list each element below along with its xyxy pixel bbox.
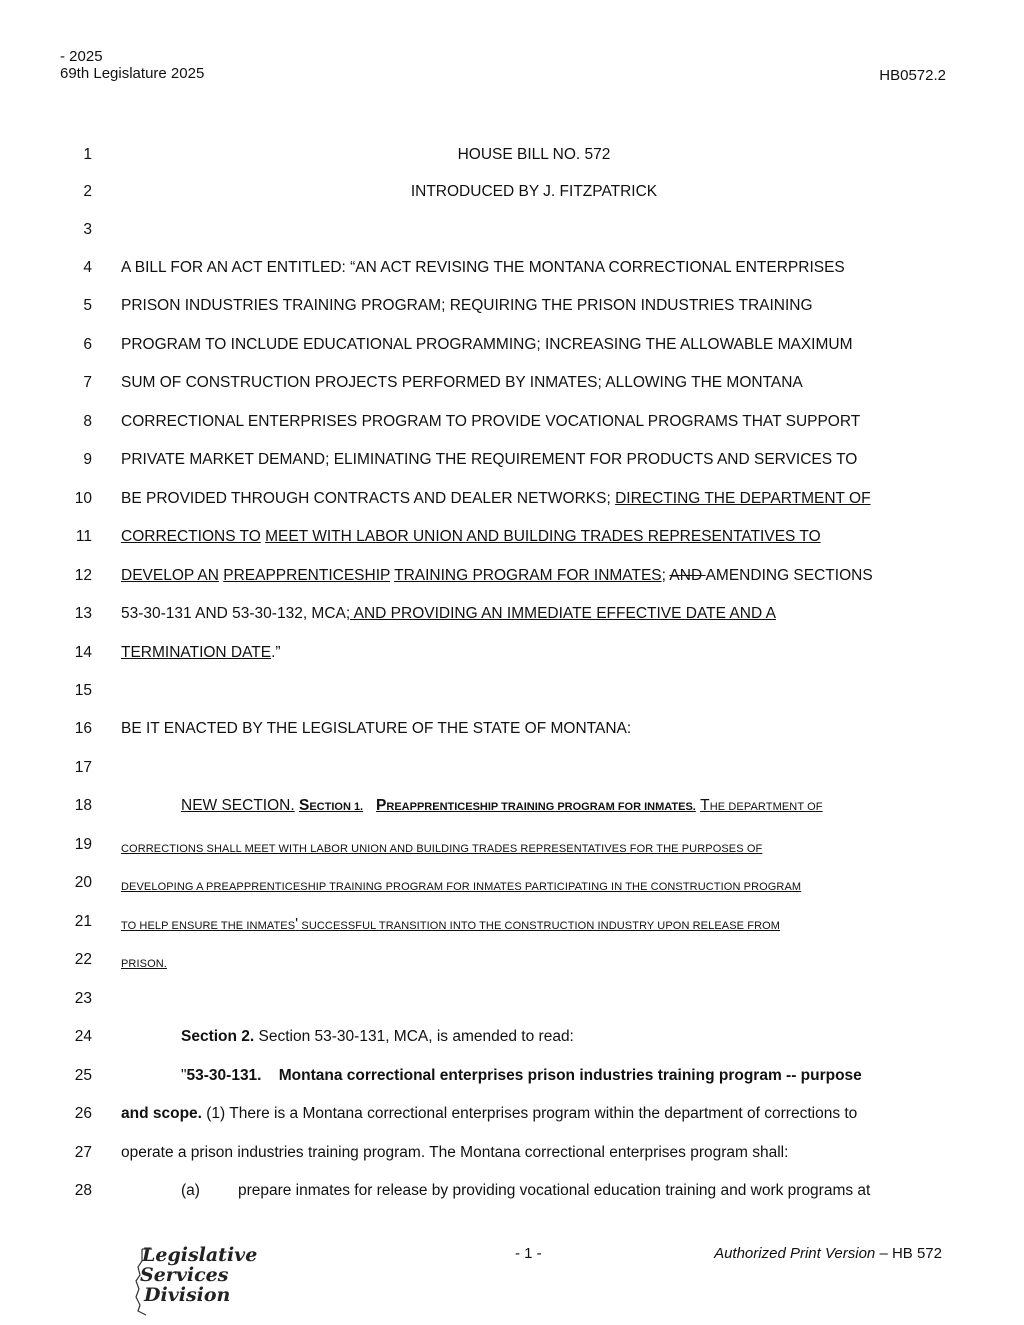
inserted-text: DIRECTING THE DEPARTMENT OF bbox=[615, 490, 871, 507]
lsd-logo bbox=[130, 1244, 258, 1315]
section-body bbox=[700, 797, 823, 814]
inserted-text: PRISON. bbox=[121, 958, 167, 970]
logo-line: Services bbox=[140, 1264, 229, 1286]
act-line: PROGRAM TO INCLUDE EDUCATIONAL PROGRAMMING; INCREASING THE ALLOWABLE MAXIMUM bbox=[121, 336, 853, 353]
inserted-text: TERMINATION DATE bbox=[121, 644, 272, 661]
apostrophe: ' bbox=[295, 916, 299, 933]
section-body-rest: HE DEPARTMENT OF bbox=[709, 801, 823, 813]
inserted-text: ; AND PROVIDING AN IMMEDIATE EFFECTIVE DATE AND A bbox=[345, 605, 776, 622]
section-number bbox=[299, 797, 363, 814]
logo-line: Division bbox=[144, 1284, 231, 1306]
line-number: 19 bbox=[74, 836, 92, 853]
line-number: 9 bbox=[83, 451, 92, 468]
statute-title: Montana correctional enterprises prison industries training program -- purpose bbox=[278, 1067, 862, 1084]
line-number: 3 bbox=[83, 221, 92, 238]
authorized-print-version bbox=[714, 1245, 942, 1262]
subsection-text: prepare inmates for release by providing vocational education training and work programs at bbox=[237, 1182, 871, 1199]
act-line: CORRECTIONAL ENTERPRISES PROGRAM TO PROVIDE VOCATIONAL PROGRAMS THAT SUPPORT bbox=[121, 413, 861, 430]
section-body-initial: T bbox=[700, 797, 710, 814]
act-line: A BILL FOR AN ACT ENTITLED: “AN ACT REVISING THE MONTANA CORRECTIONAL ENTERPRISES bbox=[121, 259, 845, 276]
section2-heading bbox=[181, 1067, 862, 1085]
line-number: 1 bbox=[83, 146, 92, 163]
bill-title: HOUSE BILL NO. 572 bbox=[457, 146, 611, 163]
inserted-text: MEET WITH LABOR UNION AND BUILDING TRADES REPRESENTATIVES TO bbox=[265, 528, 821, 545]
bill-reference: – HB 572 bbox=[875, 1245, 942, 1262]
line-number: 11 bbox=[75, 528, 92, 545]
section-number-rest: ECTION 1. bbox=[309, 801, 364, 813]
act-line bbox=[121, 605, 776, 623]
section-title-initial: P bbox=[376, 797, 387, 814]
montana-outline-icon bbox=[130, 1244, 258, 1317]
quote-mark: " bbox=[181, 1067, 187, 1084]
section-intro-text: Section 53-30-131, MCA, is amended to read: bbox=[254, 1028, 574, 1045]
section2-line: operate a prison industries training program. The Montana correctional enterprises program shall: bbox=[121, 1144, 789, 1161]
plain-text: AMENDING SECTIONS bbox=[705, 567, 873, 584]
plain-text: BE PROVIDED THROUGH CONTRACTS AND DEALER NETWORKS; bbox=[121, 490, 616, 507]
statute-title-end: and scope. bbox=[121, 1105, 202, 1122]
section2-line bbox=[181, 1182, 870, 1200]
plain-text: .” bbox=[271, 644, 281, 661]
section-number-initial: S bbox=[298, 797, 310, 814]
line-number: 6 bbox=[83, 336, 92, 353]
line-number: 18 bbox=[74, 797, 92, 814]
line-number: 27 bbox=[74, 1144, 92, 1161]
section-title bbox=[376, 797, 696, 814]
inserted-text: TRAINING PROGRAM FOR INMATES; bbox=[394, 567, 666, 584]
act-line bbox=[121, 567, 873, 585]
act-line bbox=[121, 490, 871, 508]
line-number: 2 bbox=[83, 183, 92, 200]
line-number: 12 bbox=[74, 567, 92, 584]
act-line: PRISON INDUSTRIES TRAINING PROGRAM; REQUIRING THE PRISON INDUSTRIES TRAINING bbox=[121, 297, 813, 314]
statute-text: (1) There is a Montana correctional enterprises program within the department of corrections to bbox=[201, 1105, 858, 1122]
act-line bbox=[121, 644, 281, 662]
line-number: 28 bbox=[74, 1182, 92, 1199]
act-line: SUM OF CONSTRUCTION PROJECTS PERFORMED BY INMATES; ALLOWING THE MONTANA bbox=[121, 374, 803, 391]
line-number: 22 bbox=[74, 951, 92, 968]
section-title-rest: REAPPRENTICESHIP TRAINING PROGRAM FOR INMATES. bbox=[386, 801, 696, 813]
page-number: - 1 - bbox=[515, 1245, 542, 1262]
section1-line bbox=[181, 797, 823, 815]
line-number: 25 bbox=[74, 1067, 92, 1084]
new-section-label: NEW SECTION. bbox=[181, 797, 295, 814]
line-number: 23 bbox=[74, 990, 92, 1007]
line-number: 5 bbox=[83, 297, 92, 314]
header-legislature: 69th Legislature 2025 bbox=[60, 65, 205, 82]
logo-line: Legislative bbox=[142, 1244, 258, 1266]
inserted-text: CORRECTIONS SHALL MEET WITH LABOR UNION AND BUILDING TRADES REPRESENTATIVES FOR THE PURPOSES OF bbox=[121, 843, 763, 855]
line-number: 4 bbox=[83, 259, 92, 276]
section-label: Section 2. bbox=[181, 1028, 255, 1045]
section1-line bbox=[121, 877, 801, 895]
plain-text: 53-30-131 AND 53-30-132, MCA bbox=[121, 605, 346, 622]
inserted-text: CORRECTIONS TO bbox=[121, 528, 261, 545]
statute-number: 53-30-131. bbox=[186, 1067, 262, 1084]
introduced-by: INTRODUCED BY J. FITZPATRICK bbox=[410, 183, 658, 200]
line-number: 24 bbox=[74, 1028, 92, 1045]
inserted-text: PREAPPRENTICESHIP bbox=[223, 567, 391, 584]
enacting-clause: BE IT ENACTED BY THE LEGISLATURE OF THE STATE OF MONTANA: bbox=[121, 720, 632, 737]
section2-intro bbox=[181, 1028, 574, 1046]
line-number: 13 bbox=[74, 605, 92, 622]
line-number: 26 bbox=[74, 1105, 92, 1122]
act-line: PRIVATE MARKET DEMAND; ELIMINATING THE REQUIREMENT FOR PRODUCTS AND SERVICES TO bbox=[121, 451, 858, 468]
bill-id: HB0572.2 bbox=[879, 67, 946, 84]
inserted-text: DEVELOPING A PREAPPRENTICESHIP TRAINING PROGRAM FOR INMATES PARTICIPATING IN THE CONSTRUCTION PROGRAM bbox=[121, 881, 802, 893]
inserted-text: DEVELOP AN bbox=[121, 567, 219, 584]
section2-line bbox=[121, 1105, 857, 1123]
header-left bbox=[60, 48, 204, 82]
line-number: 17 bbox=[74, 759, 92, 776]
line-number: 21 bbox=[74, 913, 92, 930]
line-number: 20 bbox=[74, 874, 92, 891]
inserted-text: SUCCESSFUL TRANSITION INTO THE CONSTRUCTION INDUSTRY UPON RELEASE FROM bbox=[298, 920, 781, 932]
line-number: 7 bbox=[83, 374, 92, 391]
act-line bbox=[121, 528, 821, 546]
section1-line bbox=[121, 954, 167, 972]
stricken-text: AND bbox=[669, 567, 706, 584]
subsection-label: (a) bbox=[181, 1182, 200, 1199]
line-number: 15 bbox=[74, 682, 92, 699]
inserted-text: TO HELP ENSURE THE INMATES bbox=[121, 920, 296, 932]
section1-line bbox=[121, 839, 762, 857]
authorized-label: Authorized Print Version bbox=[714, 1245, 876, 1262]
line-number: 8 bbox=[83, 413, 92, 430]
header-year: - 2025 bbox=[60, 48, 103, 65]
line-number: 10 bbox=[74, 490, 92, 507]
line-number: 16 bbox=[74, 720, 92, 737]
line-number: 14 bbox=[74, 644, 92, 661]
section1-line bbox=[121, 916, 780, 934]
